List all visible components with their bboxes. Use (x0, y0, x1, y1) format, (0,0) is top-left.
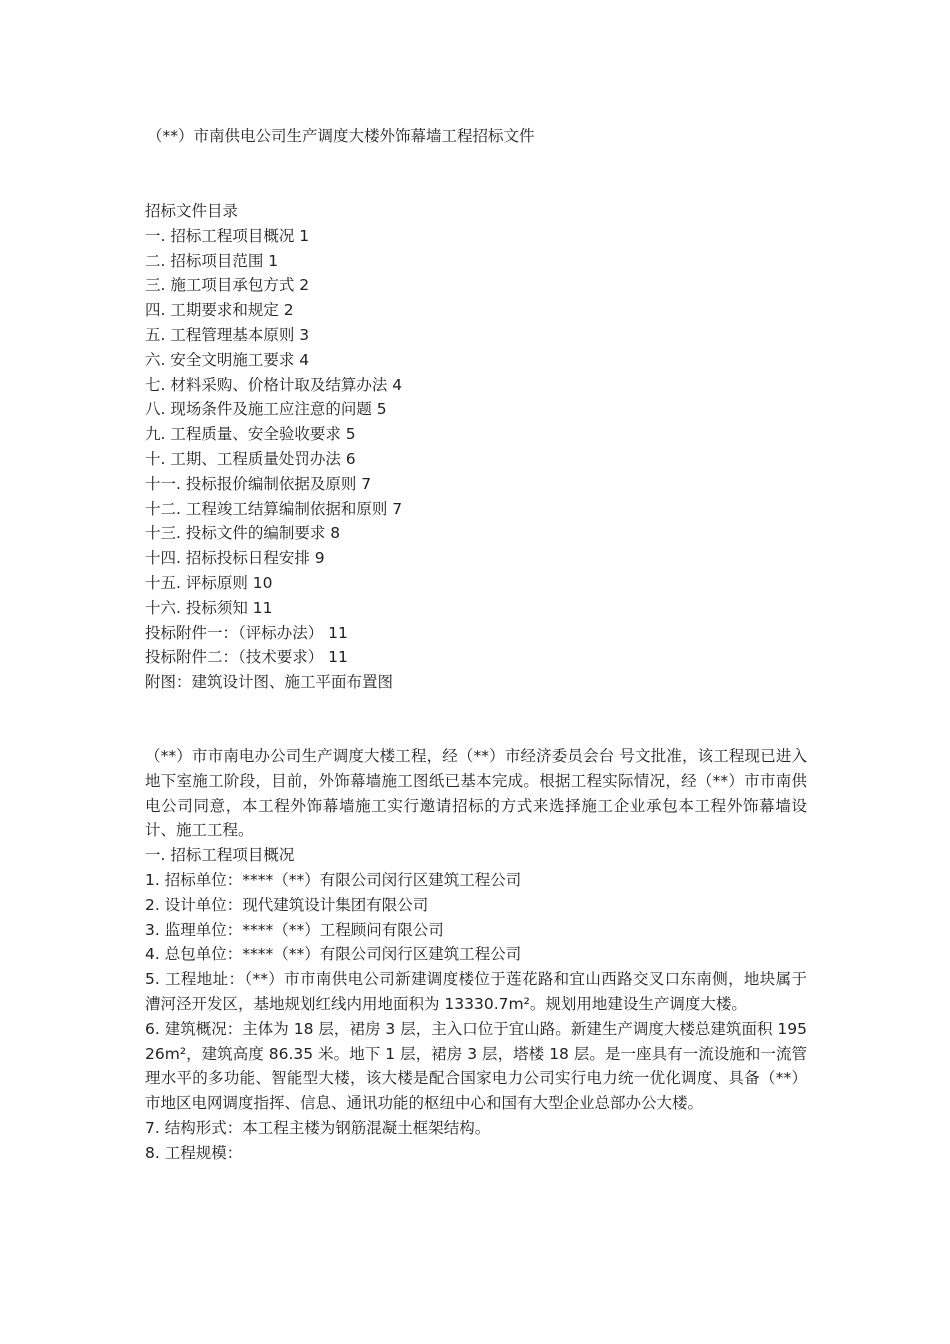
project-item-supervisor: 3. 监理单位：****（**）工程顾问有限公司 (145, 920, 444, 939)
toc-item: 六. 安全文明施工要求 4 (145, 350, 310, 369)
toc-item: 十六. 投标须知 11 (145, 598, 273, 617)
project-item-building-overview: 6. 建筑概况：主体为 18 层，裙房 3 层，主入口位于宜山路。新建生产调度大楼总建筑面积 19526m²，建筑高度 86.35 米。地下 1 层，裙房 3 层，塔楼 18 层。是一座具有一流设施和一流管理水平的多功能、智能型大楼，该大楼是配合国家电力公司实行电力统一优化调度、具备（**）市地区电网调度指挥、信息、通讯功能的枢纽中心和国有大型企业总部办公大楼。 (145, 1019, 807, 1113)
document-body (145, 744, 807, 1166)
section-heading: 一. 招标工程项目概况 (145, 846, 295, 865)
project-item-structure: 7. 结构形式：本工程主楼为钢筋混凝土框架结构。 (145, 1118, 491, 1137)
project-item-address: 5. 工程地址：（**）市市南供电公司新建调度楼位于莲花路和宜山西路交叉口东南侧，地块属于漕河泾开发区，基地规划红线内用地面积为 13330.7m²。规划用地建设生产调度大楼。 (145, 970, 807, 1013)
toc-item: 投标附件一：（评标办法） 11 (145, 623, 348, 642)
project-item-contractor: 4. 总包单位：****（**）有限公司闵行区建筑工程公司 (145, 945, 522, 964)
toc-item: 十一. 投标报价编制依据及原则 7 (145, 474, 372, 493)
toc-item: 九. 工程质量、安全验收要求 5 (145, 425, 356, 444)
toc-item: 八. 现场条件及施工应注意的问题 5 (145, 400, 387, 419)
toc-item: 一. 招标工程项目概况 1 (145, 226, 310, 245)
project-item-designer: 2. 设计单位：现代建筑设计集团有限公司 (145, 895, 429, 914)
toc-item: 五. 工程管理基本原则 3 (145, 325, 310, 344)
toc-item: 十五. 评标原则 10 (145, 573, 273, 592)
toc-item: 二. 招标项目范围 1 (145, 251, 279, 270)
toc-item: 十. 工期、工程质量处罚办法 6 (145, 449, 356, 468)
toc-item: 十三. 投标文件的编制要求 8 (145, 524, 341, 543)
project-item-bidder: 1. 招标单位：****（**）有限公司闵行区建筑工程公司 (145, 870, 522, 889)
toc-item: 七. 材料采购、价格计取及结算办法 4 (145, 375, 403, 394)
toc-item: 附图：建筑设计图、施工平面布置图 (145, 673, 394, 692)
toc-item: 十四. 招标投标日程安排 9 (145, 549, 325, 568)
toc-item: 四. 工期要求和规定 2 (145, 301, 294, 320)
toc-item: 投标附件二：（技术要求） 11 (145, 648, 348, 667)
toc-item: 三. 施工项目承包方式 2 (145, 276, 310, 295)
toc-heading: 招标文件目录 (145, 202, 239, 220)
project-item-scale: 8. 工程规模： (145, 1143, 243, 1162)
intro-paragraph: （**）市市南电办公司生产调度大楼工程，经（**）市经济委员会台 号文批准，该工程现已进入地下室施工阶段，目前，外饰幕墙施工图纸已基本完成。根据工程实际情况，经（**）市市南供电公司同意，本工程外饰幕墙施工实行邀请招标的方式来选择施工企业承包本工程外饰幕墙设计、施工工程。 (145, 747, 807, 840)
table-of-contents (145, 199, 805, 695)
document-title: （**）市南供电公司生产调度大楼外饰幕墙工程招标文件 (147, 127, 535, 145)
toc-item: 十二. 工程竣工结算编制依据和原则 7 (145, 499, 403, 518)
